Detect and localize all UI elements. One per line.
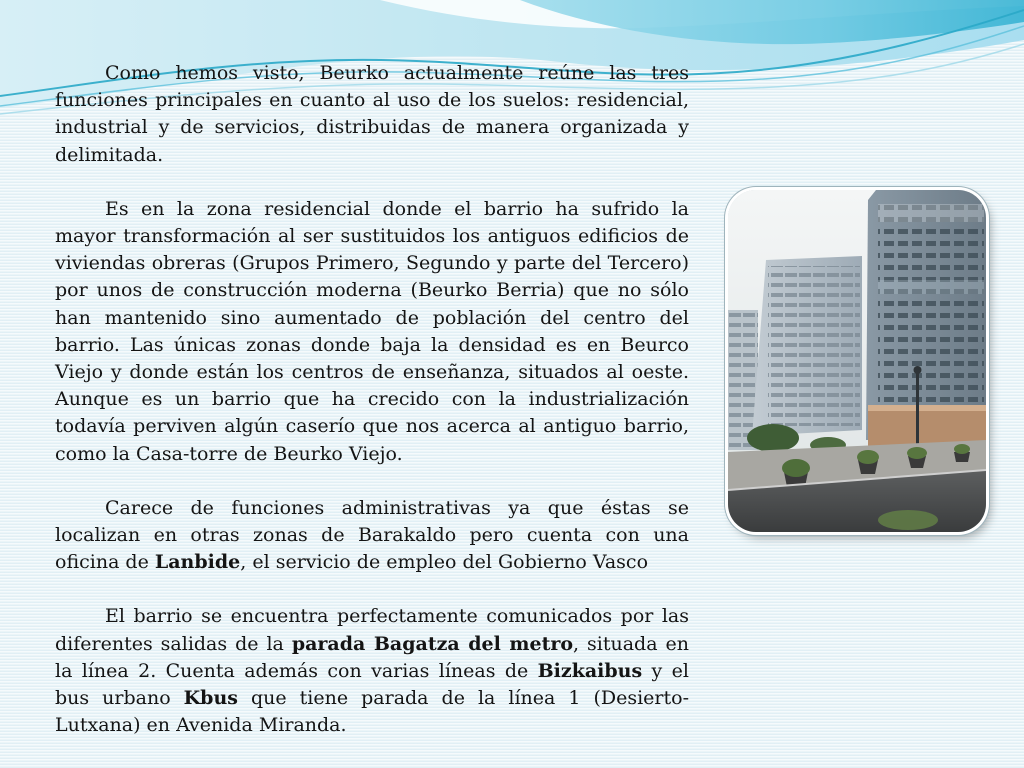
text-run: Es en la zona residencial donde el barrio ha sufrido la mayor transformación al ser sustituidos los antiguos edificios de viviendas obreras (Grupos Primero, Segundo y parte del Tercero) por unos de construcción moderna (Beurko Berria) que no sólo han mantenido sino aumentado de población del centro del barrio. Las únicas zonas donde baja la densidad es en Beurco Viejo y donde están los centros de enseñanza, situados al oeste. Aunque es un barrio que ha crecido con la industrialización todavía perviven algún caserío que nos acerca al antiguo barrio, como la Casa-torre de Beurko Viejo.: [55, 197, 689, 465]
paragraph-1: [55, 60, 689, 169]
text-run: Como hemos visto, Beurko actualmente reúne las tres funciones principales en cuanto al uso de los suelos: residencial, industrial y de servicios, distribuidas de manera organizada y delimitada.: [55, 62, 689, 166]
text-run: Carece de funciones administrativas ya que éstas se localizan en otras zonas de Barakaldo pero cuenta con una oficina de: [55, 496, 689, 574]
text-run: , el servicio de empleo del Gobierno Vasco: [240, 551, 649, 574]
body-text: [55, 60, 689, 766]
text-run: y el bus urbano: [55, 659, 689, 710]
paragraph-4: [55, 603, 689, 739]
paragraph-3: [55, 495, 689, 577]
bold-term: Lanbide: [154, 551, 241, 574]
building-photo: [728, 190, 986, 532]
text-run: El barrio se encuentra perfectamente comunicados por las diferentes salidas de la: [55, 605, 689, 655]
tree: [747, 424, 799, 452]
bold-term: Kbus: [183, 687, 238, 710]
bold-term: Bizkaibus: [537, 659, 643, 682]
street-lamp: [916, 370, 919, 450]
paragraph-2: [55, 196, 689, 468]
text-run: , situada en la línea 2. Cuenta además con varias líneas de: [55, 632, 689, 682]
bold-term: parada Bagatza del metro: [291, 632, 574, 655]
text-run: que tiene parada de la línea 1 (Desierto-Lutxana) en Avenida Miranda.: [55, 687, 689, 737]
